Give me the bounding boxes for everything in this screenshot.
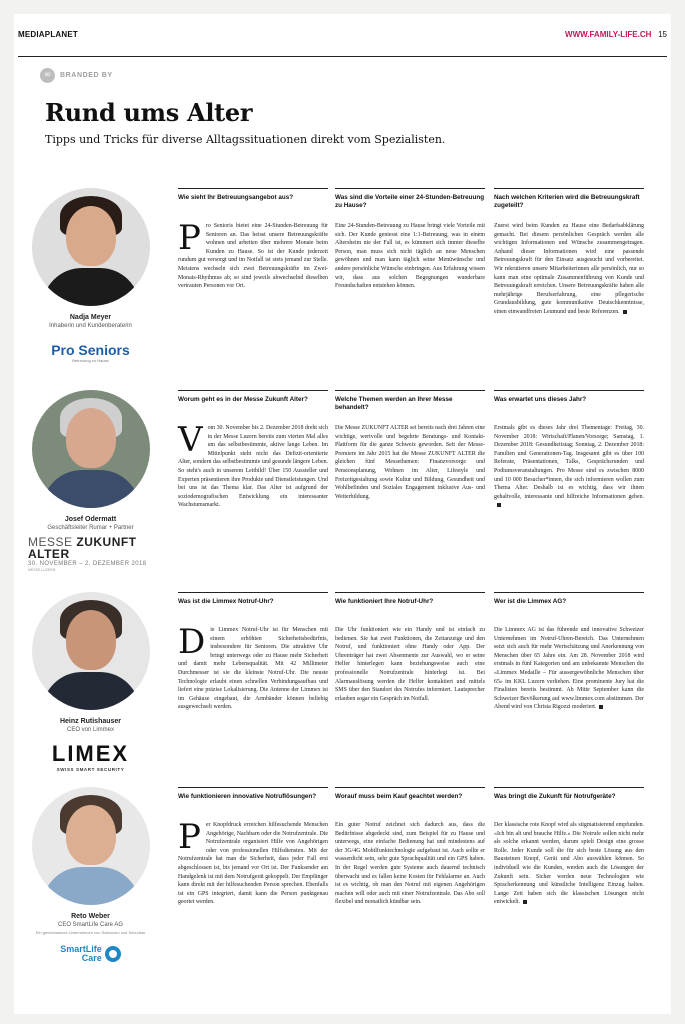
person-card (28, 390, 153, 572)
link-icon: ∞ (40, 68, 55, 83)
qa-column (178, 787, 328, 907)
end-mark (623, 310, 627, 314)
qa-column (494, 592, 644, 712)
qa-column (335, 390, 485, 501)
qa-column (335, 592, 485, 703)
page-subtitle: Tipps und Tricks für diverse Alltagssituationen direkt vom Spezialisten. (45, 133, 446, 146)
end-mark (497, 503, 501, 507)
page-number: 15 (658, 30, 667, 39)
site-url[interactable]: WWW.FAMILY-LIFE.CH (565, 30, 652, 39)
answer-text: Ein guter Notruf zeichnet sich dadurch aus, dass die Bedürfnisse abgedeckt sind, zum Beispiel für zu Hause und unterwegs, eine einfache Bedienung hat und mindestens auf der 3G/4G Mobilfunktechnologie aufgebaut ist. Auch sollte er wasserdicht sein, sehr gute Sprachqualität und ein GPS haben. In der Regel werden gute Systeme auch dauernd technisch überwacht und es fallen keine Kosten für Fehlalarme an. Auch ist es wichtig, ob man den Notruf mit eigenen Angehörigen machen will oder auch mit einer Notrufzentrale. Das Abo soll flexibel und monatlich kündbar sein. (335, 822, 485, 906)
drop-cap: P (178, 817, 201, 857)
person-name: Josef Odermatt (64, 516, 117, 523)
portrait-photo (32, 787, 150, 905)
masthead (18, 30, 667, 42)
end-mark (599, 705, 603, 709)
question-heading: Worauf muss beim Kauf geachtet werden? (335, 793, 463, 800)
question-heading: Wer ist die Limmex AG? (494, 598, 567, 605)
qa-column (494, 787, 644, 907)
qa-column (178, 390, 328, 510)
question-heading: Worum geht es in der Messe Zukunft Alter? (178, 396, 308, 403)
question-heading: Was erwartet uns dieses Jahr? (494, 396, 587, 403)
site-and-page (565, 30, 667, 39)
portrait-photo (32, 592, 150, 710)
answer-text: Zuerst wird beim Kunden zu Hause eine Bedarfsabklärung gemacht. Bei diesem persönlichen Gespräch werden alle wichtigen Informationen und Wünsche zusammengetragen. Anhand dieser Informationen wird eine passende Betreuungskraft für den Einsatz ausgesucht und vorbereitet. Wir rekrutieren unsere Mitarbeiterinnen alle persönlich, nur so kann man eine optimale Zusammenführung von Kunde und Betreuungskraft erreichen. Unsere Betreuungskräfte haben alle mehrjährige Berufserfahrung, eine pflegerische Grundausbildung, gute kommunikative Deutschkenntnisse, einen einwandfreien Leumund und beste Referenzen. (494, 223, 644, 315)
drop-cap: P (178, 218, 201, 258)
person-role: CEO SmartLife Care AG (57, 922, 124, 928)
question-heading: Nach welchen Kriterien wird die Betreuungskraft zugeteilt? (494, 194, 640, 209)
person-name: Reto Weber (71, 913, 110, 920)
company-logo: SmartLife Care (28, 941, 153, 967)
branded-by-label: ∞ BRANDED BY (40, 67, 113, 83)
answer-text: Die Limmex Notruf-Uhr ist für Menschen mit einem erhöhten Sicherheitsbedürfnis, insbesondere für Senioren. Die attraktive Uhr bringt unterwegs oder zu Hause mehr Sicherheit und damit mehr Lebensqualität. Mit 42 Millimeter Durchmesser ist sie die kleinste Notruf-Uhr. Die neuste Technologie erlaubt einen schnellen Verbindungsaufbau und liefert eine präzise Lokalisierung. Die Antenne der Limmex ist im Gehäuse eingebaut, die Armbänder können beliebig ausgewechselt werden. (178, 622, 328, 711)
page-title: Rund ums Alter (45, 98, 253, 127)
portrait-photo (32, 188, 150, 306)
person-role: Inhaberin und Kundenberaterin (49, 323, 132, 329)
qa-column (494, 188, 644, 317)
answer-text: Die Messe ZUKUNFT ALTER sei bereits nach drei Jahren eine wichtige, wertvolle und begehrte Beratungs- und Kontakt-Plattform für die ganze Schweiz geworden. Seit der Messe-Premiere im Jahr 2015 hat die Messe ZUKUNFT ALTER die gleichen fünf Messethemen: Finanzvorsorge und Pensionsplanung, Wohnen im Alter, Lifestyle und Freizeitgestaltung sowie Kultur und Bildung, Gesundheit und Wohlbefinden und Soziales Engagement inklusive Aus- und Weiterbildung. (335, 425, 486, 500)
company-logo: MESSE ZUKUNFT ALTER 30. NOVEMBER – 2. DEZEMBER 2018 MESSE LUZERN (28, 534, 147, 572)
person-card (28, 787, 153, 967)
answer-text: Pro Senioris bietet eine 24-Stunden-Betreuung für Senioren an. Das heisst unsere Betreuungskräfte wohnen und arbeiten über mehrere Monate beim Kunden zu Hause. So ist der Kunde jederzeit rundum gut versorgt und im Notfall ist stets jemand zur Stelle. Meistens wechseln sich zwei Betreuungskräfte im Zwei-Monats-Rhythmus ab; so sind jeweils abwechselnd dieselben vertrauten Personen vor Ort. (178, 218, 328, 290)
answer-text: Per Knopfdruck erreichen hilfesuchende Menschen Angehörige, Nachbarn oder die Notrufzentrale. Die Notrufzentrale organisiert Hilfe von Angehörigen oder von professionellen Hilfsdiensten. Mit der Notrufzentrale hat man die Sicherheit, dass jeder Fall erst abgeschlossen ist, bis jemand vor Ort ist. Der Funksender am Handgelenk ist mit dem Notrufgerät gekoppelt. Der Empfänger kann direkt mit der hilfesuchenden Person sprechen. Ebenfalls ist ein GPS integriert, damit kann die Person punktgenau geortet werden. (178, 817, 328, 906)
answer-text: Erstmals gibt es dieses Jahr drei Thementage: Freitag, 30. November 2018: Wirtschaft/Planen/Vorsorge; Samstag, 1. Dezember 2018: Gesundheitstag; Sonntag, 2. Dezember 2018: Familien und Generationen-Tag. Insgesamt gibt es über 100 Referate, Präsentationen, Talks, Gesprächsrunden und Podiumsveranstaltungen. Pro Messe sind es zwischen 8000 und 10 000 Besucher*innen, die sich informieren wollen zum Thema Alter. Deshalb ist es wichtig, dass wir ihnen gehaltvolle, interessante und hilfreiche Informationen geben. (494, 424, 644, 510)
person-role: CEO von Limmex (66, 727, 114, 733)
qa-column (494, 390, 644, 510)
qa-column (178, 592, 328, 712)
qa-column (335, 787, 485, 907)
question-heading: Wie funktioniert Ihre Notruf-Uhr? (335, 598, 434, 605)
company-logo: Pro Seniors Betreuung zu Hause (51, 341, 130, 363)
question-heading: Was ist die Limmex Notruf-Uhr? (178, 598, 274, 605)
person-note: Ein gemeinsames Unternehmen von Swisscom und Securitas (35, 930, 146, 935)
question-heading: Welche Themen werden an Ihrer Messe behandelt? (335, 396, 453, 411)
answer-text: Die Uhr funktioniert wie ein Handy und ist einfach zu bedienen. Sie hat zwei Funktionen, die Zeitanzeige und den Notruf, und funktioniert ohne Handy oder App. Der Uhrenträger hat zwei Absenmente zur Auswahl, wo er seine Helfer hinterlegen kann beziehungsweise auch eine professionelle Notrufzentrale hinterlegt ist. Bei Alarmauslösung werden die Helfer kontaktiert und mittels SMS über den Standort des Notrufes informiert. Lautsprecher erlauben sogar ein Gespräch im Notfall. (335, 627, 485, 702)
qa-column (335, 188, 485, 291)
answer-text: Der klassische rote Knopf wird als stigmatisierend empfunden. «Ich bin alt und brauche Hilfe.» Die Notrufe sollen nicht mehr als solche erkannt werden, darum spielt Design eine grosse Rolle. Jeder Kunde soll die für sich beste Lösung aus den Bausteinen Knopf, Gerät und Abo auswählen können. So individuell wie die Kunden, werden auch die Lösungen der Zukunft sein. Sicher werden neue Technologien wie Spracherkennung und künstliche Intelligenz Einzug halten. Lange Zeit haben sich die klassischen Lösungen nicht entwickelt. (494, 822, 644, 906)
qa-column (178, 188, 328, 291)
person-role: Geschäftsleiter Rumar + Partner (47, 525, 134, 531)
smartlife-logo-icon (105, 946, 121, 962)
answer-text: Vom 30. November bis 2. Dezember 2018 dreht sich in der Messe Luzern bereits zum vierten Mal alles um das selbstbestimmte, aktive lange Leben. Im Mittelpunkt steht nicht das Defizit-orientierte Alter, sondern das selbstbestimmte und gesunde längere Leben. So steht's auch in unserem Leitbild! Über 150 Aussteller und Experten präsentieren ihre Produkte und Dienstleistungen. Und bei uns ist das Thema klar. Das Alter ist aufgrund der soziodemografischen Entwicklung ein interessanter Wachstumsmarkt. (178, 420, 328, 509)
person-card (28, 188, 153, 365)
masthead-rule (18, 56, 667, 57)
question-heading: Wie sieht Ihr Betreuungsangebot aus? (178, 194, 294, 201)
answer-text: Die Limmex AG ist das führende und innovative Schweizer Unternehmen im Notruf-Uhren-Bereich. Das Unternehmen setzt sich auch für mehr Wertschätzung und Anerkennung von Menschen über 65 Jahre ein. Am 28. November 2018 wird erstmals in fünf Kategorien und am unbekannte Menschen die «Limmex Medaille – Für aussergewöhnliche Menschen über 65» im KKL Luzern verliehen. Eine prominente Jury hat die Finalisten bereits bestimmt. Ab Mitte September kann die Schweizer Bevölkerung auf www.limmex.com abstimmen. Der Abend wird von Christa Rigozzi moderiert. (494, 627, 644, 711)
end-mark (523, 900, 527, 904)
question-heading: Wie funktionieren innovative Notruflösungen? (178, 793, 317, 800)
answer-text: Eine 24-Stunden-Betreuung zu Hause bringt viele Vorteile mit sich. Der Kunde geniesst eine 1:1-Betreuung, was in einem Altersheim nie der Fall ist, es kümmert sich immer dieselbe Person, man muss sich nicht täglich an neue Menschen gewöhnen und man kann täglich seine Menüwünsche und andere persönliche Wünsche einbringen. Aus Erfahrung wissen wir, dass aus solchen Begegnungen wunderbare Freundschaften entstehen können. (335, 223, 485, 290)
portrait-photo (32, 390, 150, 508)
drop-cap: D (178, 622, 206, 662)
question-heading: Was bringt die Zukunft für Notrufgeräte? (494, 793, 616, 800)
person-name: Nadja Meyer (69, 314, 112, 321)
publisher-name: MEDIAPLANET (18, 30, 78, 39)
person-name: Heinz Rutishauser (59, 718, 122, 725)
person-card (28, 592, 153, 772)
drop-cap: V (178, 420, 203, 460)
question-heading: Was sind die Vorteile einer 24-Stunden-Betreuung zu Hause? (335, 194, 485, 209)
company-logo: LIMEX SWISS SMART SECURITY (51, 740, 130, 772)
